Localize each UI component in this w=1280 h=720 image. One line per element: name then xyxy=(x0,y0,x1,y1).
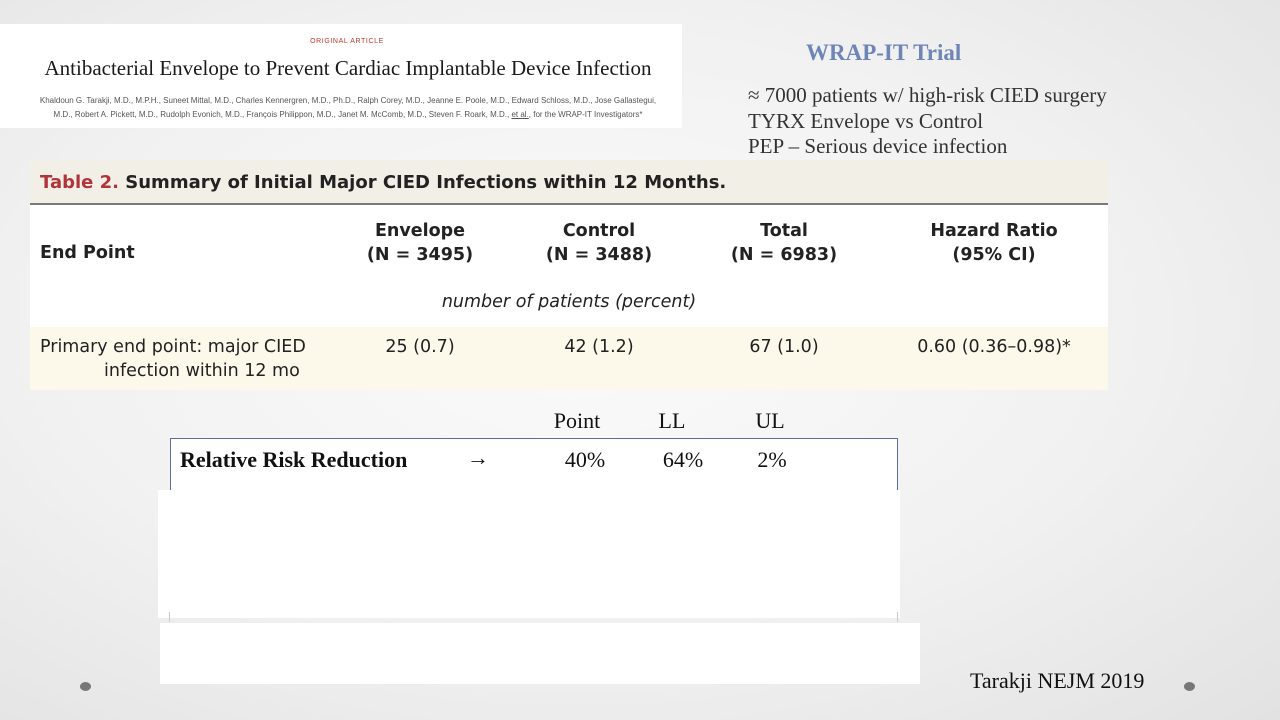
trial-title: WRAP-IT Trial xyxy=(806,40,962,65)
authors-line-2-end: , for the WRAP-IT Investigators* xyxy=(528,110,643,119)
divider-left xyxy=(169,612,170,622)
total-column-header xyxy=(724,219,844,267)
hazard-ratio-cell: 0.60 (0.36–0.98)* xyxy=(917,337,1071,357)
envelope-header-n: (N = 3495) xyxy=(366,245,474,265)
row-label xyxy=(40,335,306,383)
results-table xyxy=(30,160,1108,390)
authors-line-2: M.D., Robert A. Pickett, M.D., Rudolph Evonich, M.D., François Philippon, M.D., Janet M. McComb, M.D., Steven F. Roark, M.D., xyxy=(53,110,512,119)
trial-bullet-endpoint: PEP – Serious device infection xyxy=(748,134,1008,158)
rrr-ll-header: LL xyxy=(658,408,686,433)
total-cell: 67 (1.0) xyxy=(749,337,819,357)
table-caption xyxy=(30,160,1108,205)
rrr-box xyxy=(170,438,898,490)
hazard-ratio-column-header xyxy=(914,219,1074,267)
et-al-link[interactable]: et al. xyxy=(511,110,529,119)
article-header xyxy=(0,24,682,128)
table-caption-text: Summary of Initial Major CIED Infections within 12 Months. xyxy=(125,172,727,193)
hazard-ratio-header-ci: (95% CI) xyxy=(952,245,1036,265)
table-subheader: number of patients (percent) xyxy=(30,285,1108,327)
rrr-ul-header: UL xyxy=(755,408,785,433)
slide-dot-right xyxy=(1184,682,1195,691)
envelope-header-label: Envelope xyxy=(374,221,466,241)
trial-bullet-patients: ≈ 7000 patients w/ high-risk CIED surgery xyxy=(748,83,1107,107)
table-number: Table 2. xyxy=(40,172,119,193)
rrr-point-header: Point xyxy=(553,408,601,433)
rrr-ul-value: 2% xyxy=(757,447,787,472)
rrr-ll-value: 64% xyxy=(662,447,704,472)
article-tag: ORIGINAL ARTICLE xyxy=(310,38,384,45)
control-column-header xyxy=(539,219,659,267)
control-header-n: (N = 3488) xyxy=(545,245,653,265)
rrr-label: Relative Risk Reduction xyxy=(180,447,408,472)
blank-panel-upper xyxy=(158,490,900,618)
slide-dot-left xyxy=(80,682,91,691)
hazard-ratio-header-label: Hazard Ratio xyxy=(930,221,1058,241)
divider-right xyxy=(897,612,898,622)
envelope-cell: 25 (0.7) xyxy=(385,337,455,357)
article-title: Antibacterial Envelope to Prevent Cardiac Implantable Device Infection xyxy=(44,56,652,80)
total-header-n: (N = 6983) xyxy=(730,245,838,265)
total-header-label: Total xyxy=(760,221,808,241)
row-label-line-2: infection within 12 mo xyxy=(104,361,300,381)
envelope-column-header xyxy=(360,219,480,267)
endpoint-column-header: End Point xyxy=(40,243,135,263)
row-label-line-1: Primary end point: major CIED xyxy=(40,337,306,357)
table-header-row xyxy=(30,205,1108,285)
blank-panel-lower xyxy=(160,623,920,684)
trial-bullets xyxy=(748,83,1107,160)
trial-bullet-arms: TYRX Envelope vs Control xyxy=(748,108,984,133)
article-authors xyxy=(12,94,684,122)
table-row xyxy=(30,327,1108,390)
arrow-right-icon: → xyxy=(467,445,489,470)
citation: Tarakji NEJM 2019 xyxy=(970,668,1145,693)
rrr-point-value: 40% xyxy=(564,447,606,472)
authors-line-1: Khaldoun G. Tarakji, M.D., M.P.H., Suneet Mittal, M.D., Charles Kennergren, M.D., Ph.D., Ralph Corey, M.D., Jeanne E. Poole, M.D., Edward Schloss, M.D., Jose Gallastegui, xyxy=(39,96,657,105)
control-header-label: Control xyxy=(562,221,636,241)
control-cell: 42 (1.2) xyxy=(564,337,634,357)
